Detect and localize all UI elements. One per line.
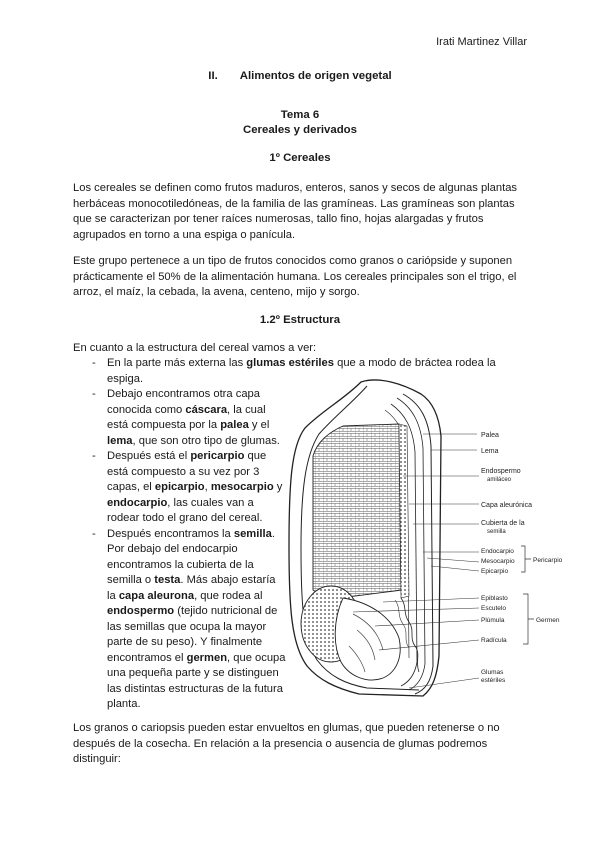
structure-intro: En cuanto a la estructura del cereal vamos a ver:: [73, 342, 317, 354]
label-seed-cover-2: semilla: [487, 529, 506, 535]
label-palea: Palea: [481, 432, 499, 439]
section-title: Alimentos de origen vegetal: [239, 70, 392, 82]
label-radicle: Radícula: [481, 637, 507, 644]
embryo: [335, 598, 400, 680]
label-plumule: Plúmula: [481, 617, 505, 624]
paragraph-grains: [73, 254, 533, 301]
label-mesocarp: Mesocarpio: [481, 558, 515, 565]
bullet-list-narrow: [73, 387, 287, 713]
subsection-cereales: 1º Cereales: [269, 152, 331, 164]
label-scutellum: Escutelo: [481, 605, 506, 612]
label-endosperm-2: amiláceo: [487, 477, 512, 483]
label-pericarp: Pericarpio: [533, 557, 563, 564]
subsection-estructura: 1.2º Estructura: [259, 314, 341, 326]
label-aleurone: Capa aleurónica: [481, 502, 532, 509]
list-item: - Debajo encontramos otra capa conocida como cáscara, la cual está compuesta por la palea y el lema, que son otro tipo de glumas.: [73, 387, 287, 449]
list-item: - Después encontramos la semilla. Por debajo del endocarpio encontramos la cubierta de la semilla o testa. Más abajo estaría la capa aleurona, que rodea al endospermo (tejido nutricional de las semillas que ocupa la mayor parte de su peso). Y finalmente encontramos el germen, que ocupa una pequeña parte y se distinguen las distintas estructuras de la futura planta.: [73, 527, 287, 713]
label-lema: Lema: [481, 448, 499, 455]
author-name: Irati Martinez Villar: [436, 36, 527, 48]
label-endocarp: Endocarpio: [481, 548, 514, 555]
endosperm: [313, 424, 401, 597]
section-number: II.: [208, 70, 218, 82]
list-item: - En la parte más externa las glumas estériles que a modo de bráctea rodea la espiga.: [73, 356, 513, 387]
label-epiblast: Epiblasto: [481, 595, 508, 602]
label-epicarp: Epicarpio: [481, 568, 509, 575]
paragraph-definition: [73, 181, 533, 243]
paragraph-text: Los cereales se definen como frutos maduros, enteros, sanos y secos de algunas plantas herbáceas monocotiledóneas, de la familia de las gramíneas. Las gramíneas son plantas que se caracterizan por tener raíces numerosas, tallo fino, hojas alargadas y frutos agrupados en torno a una espiga o panícula.: [73, 182, 518, 241]
label-glumes: Glumas: [481, 669, 504, 676]
paragraph-text: Los granos o cariopsis pueden estar envueltos en glumas, que pueden retenerse o no después de la cosecha. En relación a la presencia o ausencia de glumas podremos distinguir:: [73, 722, 500, 765]
paragraph-glumes: [73, 721, 533, 768]
label-germ: Germen: [536, 617, 560, 624]
grain-diagram: [283, 376, 573, 700]
section-heading: [0, 70, 600, 82]
label-endosperm: Endospermo: [481, 468, 521, 475]
list-item: - Después está el pericarpio que está compuesto a su vez por 3 capas, el epicarpio, mesocarpio y endocarpio, las cuales van a rodear todo el grano del cereal.: [73, 449, 287, 527]
paragraph-text: Este grupo pertenece a un tipo de frutos conocidos como granos o cariópside y suponen prácticamente el 50% de la alimentación humana. Los cereales principales son el trigo, el arroz, el maíz, la cebada, la avena, centeno, mijo y sorgo.: [73, 255, 517, 298]
label-seed-cover: Cubierta de la: [481, 520, 525, 527]
label-glumes-2: estériles: [481, 677, 506, 684]
aleurone-layer: [399, 424, 409, 598]
topic-subtitle: Cereales y derivados: [243, 124, 357, 136]
topic-title: Tema 6: [280, 109, 320, 121]
